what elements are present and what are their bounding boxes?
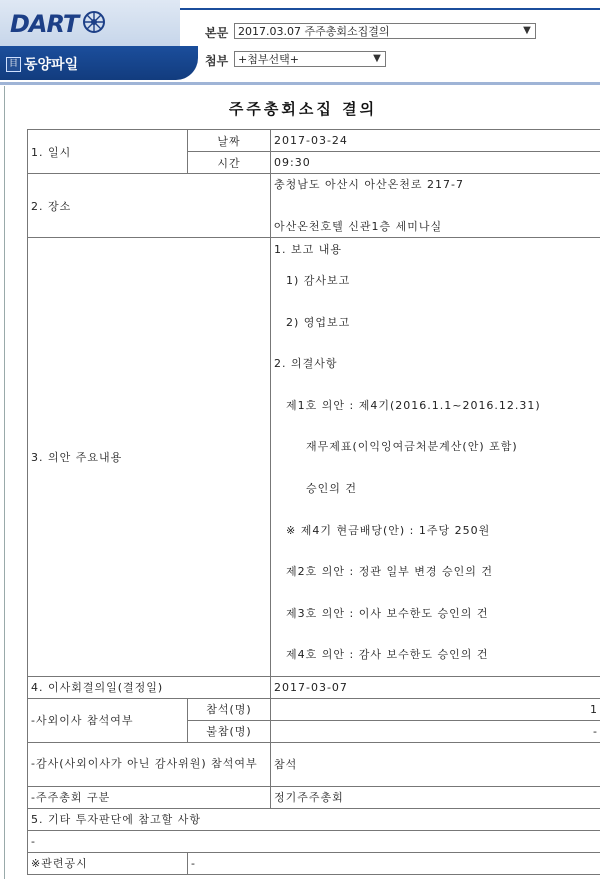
main-label: 본문 [205, 26, 229, 40]
table-row [28, 852, 600, 874]
row-value: 09:30 [271, 152, 600, 174]
disclosure-table [27, 129, 600, 875]
chevron-down-icon[interactable]: ▼ [373, 53, 381, 64]
row-value: 1 [271, 698, 600, 720]
place-line [274, 195, 598, 216]
main-document-select[interactable] [234, 23, 536, 39]
table-row [28, 698, 600, 720]
attach-label: 첨부 [205, 54, 229, 68]
main-document-select-value: 2017.03.07 주주총회소집결의 [238, 25, 390, 38]
table-row [28, 786, 600, 808]
agenda-line: 2. 의결사항 [274, 357, 338, 371]
agenda-line: 제3호 의안 : 이사 보수한도 승인의 건 [286, 606, 489, 620]
table-row [28, 676, 600, 698]
row-value: - [28, 830, 600, 852]
row-label: 1. 일시 [28, 130, 188, 174]
document-body [4, 86, 600, 879]
row-value: - [271, 720, 600, 742]
agenda-line: ※ 제4기 현금배당(안) : 1주당 250원 [286, 523, 491, 537]
row-value: 참석 [271, 742, 600, 786]
viewer-header [0, 0, 600, 82]
row-label: -사외이사 참석여부 [28, 698, 188, 742]
company-name: 동양파일 [24, 57, 79, 73]
place-line: 아산온천호텔 신관1층 세미나실 [274, 220, 443, 233]
row-label: -감사(사외이사가 아닌 감사위원) 참석여부 [28, 742, 271, 786]
table-row [28, 830, 600, 852]
attachment-select[interactable] [234, 51, 386, 67]
row-value: 정기주주총회 [271, 786, 600, 808]
agenda-line: 재무제표(이익잉여금처분계산(안) 포함) [306, 440, 518, 454]
document-title: 주주총회소집 결의 [228, 100, 378, 118]
agenda-line: 1. 보고 내용 [274, 243, 342, 256]
agenda-line: 제1호 의안 : 제4기(2016.1.1~2016.12.31) [286, 398, 541, 412]
dart-logo-area [0, 0, 180, 47]
attachment-select-value: +첨부선택+ [238, 53, 299, 66]
row-label: 5. 기타 투자판단에 참고할 사항 [28, 808, 600, 830]
row-value: 2017-03-07 [271, 676, 600, 698]
row-label: 4. 이사회결의일(결정일) [28, 676, 271, 698]
agenda-line: 제4호 의안 : 감사 보수한도 승인의 건 [286, 648, 489, 662]
row-label: -주주총회 구분 [28, 786, 271, 808]
table-row [28, 174, 600, 238]
agenda-line: 승인의 건 [306, 481, 358, 495]
agenda-line: 제2호 의안 : 정관 일부 변경 승인의 건 [286, 565, 493, 579]
company-bar [0, 46, 198, 80]
row-sublabel: 날짜 [188, 130, 271, 152]
row-label: 2. 장소 [28, 174, 271, 238]
company-file-icon: 目 [6, 57, 21, 72]
place-line: 충청남도 아산시 아산온천로 217-7 [274, 178, 464, 191]
table-row [28, 130, 600, 152]
row-value: 2017-03-24 [271, 130, 600, 152]
row-sublabel: 시간 [188, 152, 271, 174]
table-row [28, 238, 600, 677]
row-sublabel: 참석(명) [188, 698, 271, 720]
row-label: ※관련공시 [28, 852, 188, 874]
row-sublabel: 불참(명) [188, 720, 271, 742]
chevron-down-icon[interactable]: ▼ [523, 25, 531, 36]
agenda-line: 2) 영업보고 [286, 315, 351, 329]
header-divider [0, 82, 600, 85]
dart-logo[interactable]: DART [10, 10, 79, 38]
row-value [271, 174, 600, 238]
row-label: 3. 의안 주요내용 [28, 238, 271, 677]
agenda-line: 1) 감사보고 [286, 274, 351, 287]
row-value: - [188, 852, 600, 874]
row-value [271, 238, 600, 677]
header-rule [180, 8, 600, 10]
dart-logo-icon [82, 10, 106, 34]
table-row [28, 808, 600, 830]
table-row [28, 742, 600, 786]
